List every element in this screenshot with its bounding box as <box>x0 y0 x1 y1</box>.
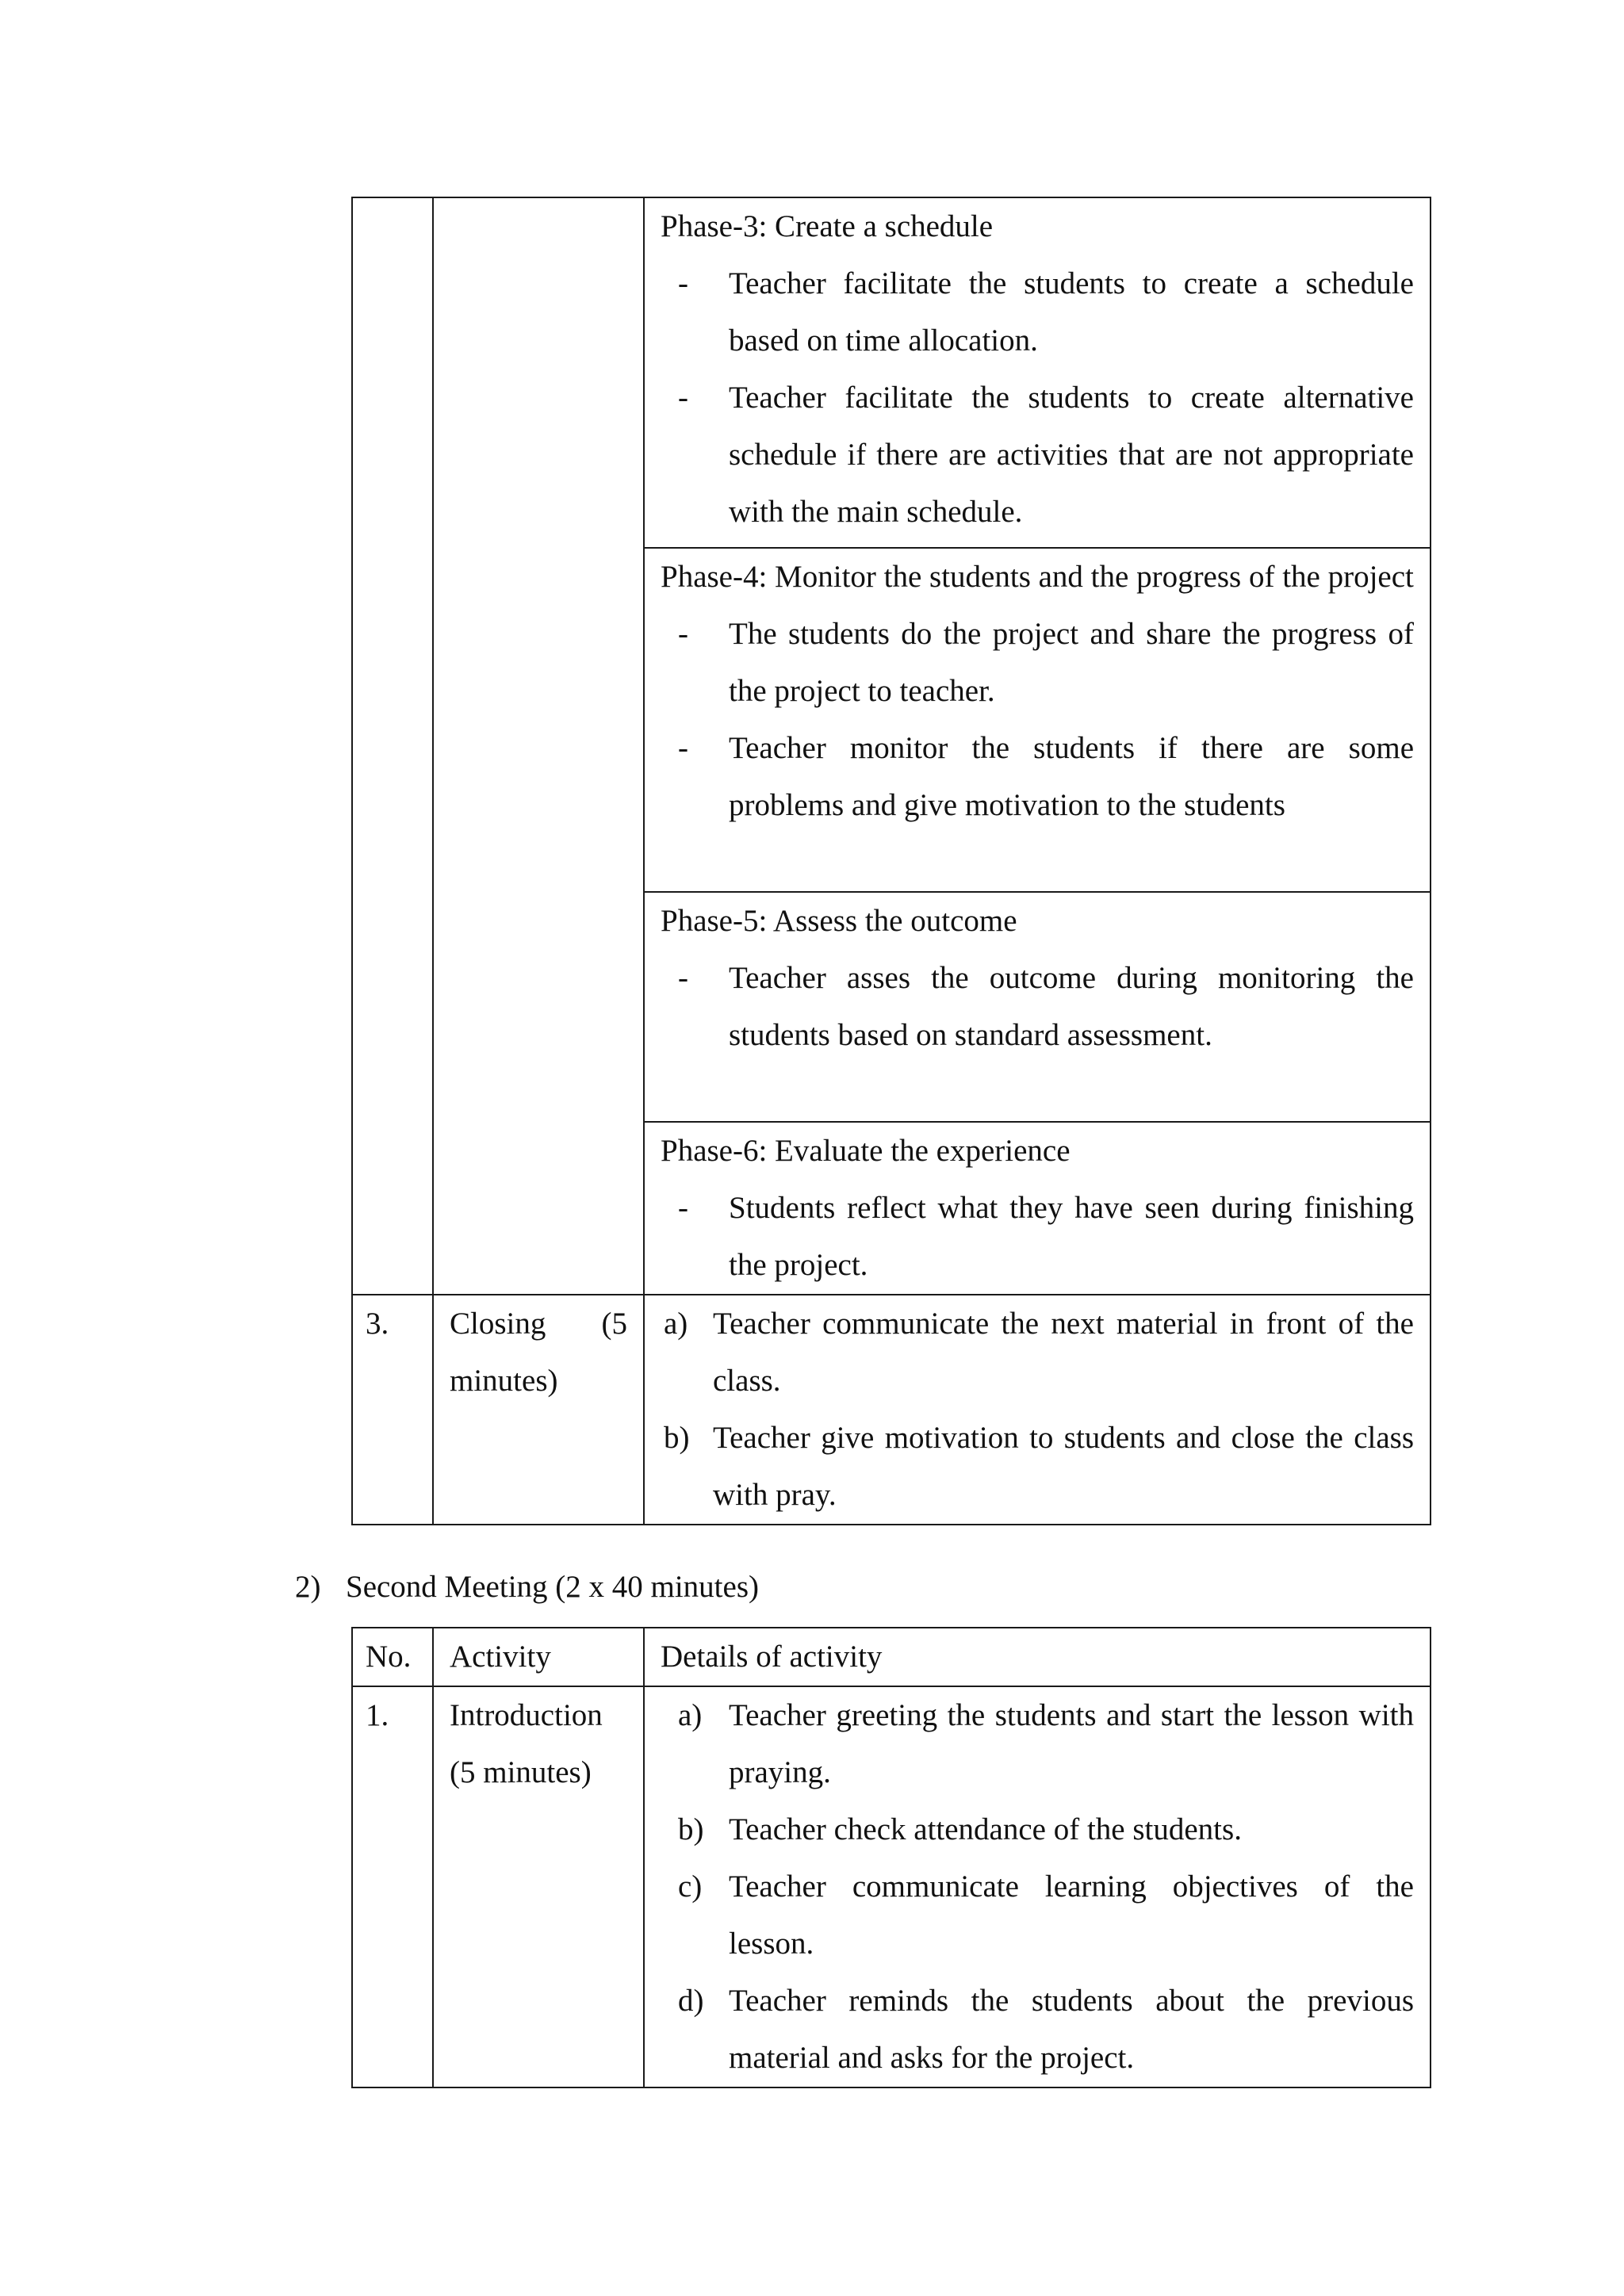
list-item <box>661 1180 1414 1294</box>
list-item <box>661 1687 1414 1801</box>
list-marker: d) <box>678 1984 704 2018</box>
introduction-details-cell <box>644 1686 1431 2087</box>
list-item <box>661 950 1414 1064</box>
phase-title: Phase-4: Monitor the students and the progress of the project <box>661 560 1414 594</box>
phase-3-cell <box>644 197 1431 548</box>
list-item-text: Teacher communicate the next material in front of the class. <box>713 1307 1414 1398</box>
dash-marker: - <box>678 381 688 415</box>
row-number: 3. <box>352 1295 433 1525</box>
table-row <box>352 1686 1431 2087</box>
phase-5-cell <box>644 892 1431 1122</box>
phase-title: Phase-3: Create a schedule <box>661 209 994 243</box>
list-item <box>661 1801 1414 1858</box>
first-meeting-table-continued <box>351 197 1431 1525</box>
column-header-details: Details of activity <box>644 1628 1431 1686</box>
list-item-text: The students do the project and share the progress of the project to teacher. <box>729 617 1414 708</box>
phase-6-cell <box>644 1122 1431 1295</box>
list-item <box>661 720 1414 834</box>
row-number: 1. <box>352 1686 433 2087</box>
list-marker: a) <box>678 1698 703 1732</box>
second-meeting-table <box>351 1627 1431 2088</box>
dash-marker: - <box>678 731 688 765</box>
no-cell <box>352 197 433 1295</box>
list-marker: c) <box>678 1869 703 1904</box>
phase-title: Phase-5: Assess the outcome <box>661 904 1017 938</box>
list-item <box>661 255 1414 369</box>
dash-marker: - <box>678 266 688 300</box>
list-item-text: Teacher give motivation to students and close the class with pray. <box>713 1421 1414 1512</box>
list-item-text: Teacher facilitate the students to create a schedule based on time allocation. <box>729 266 1414 358</box>
list-item <box>661 1858 1414 1973</box>
section-number: 2) <box>295 1570 321 1604</box>
closing-details-cell <box>644 1295 1431 1525</box>
section-heading <box>295 1559 759 1616</box>
list-item <box>661 1410 1414 1524</box>
table-row <box>352 1295 1431 1525</box>
activity-name: Closing (5 minutes) <box>433 1295 644 1525</box>
list-item-text: Teacher check attendance of the students. <box>729 1812 1242 1846</box>
list-item-text: Teacher monitor the students if there are some problems and give motivation to the students <box>729 731 1414 822</box>
table-row <box>352 197 1431 548</box>
column-header-no: No. <box>352 1628 433 1686</box>
column-header-activity: Activity <box>433 1628 644 1686</box>
dash-marker: - <box>678 617 688 651</box>
dash-marker: - <box>678 961 688 995</box>
list-item-text: Teacher asses the outcome during monitoring the students based on standard assessment. <box>729 961 1414 1052</box>
list-marker: a) <box>664 1307 688 1341</box>
list-item-text: Students reflect what they have seen during finishing the project. <box>729 1191 1414 1282</box>
list-item <box>661 369 1414 541</box>
list-marker: b) <box>678 1812 704 1846</box>
phase-4-cell <box>644 548 1431 892</box>
phase-title: Phase-6: Evaluate the experience <box>661 1134 1071 1168</box>
list-item <box>661 606 1414 720</box>
activity-name: Introduction (5 minutes) <box>433 1686 644 2087</box>
table-header-row <box>352 1628 1431 1686</box>
list-item-text: Teacher reminds the students about the previous material and asks for the project. <box>729 1984 1414 2075</box>
list-marker: b) <box>664 1421 690 1455</box>
list-item <box>661 1973 1414 2087</box>
list-item-text: Teacher facilitate the students to create alternative schedule if there are activities that are not appropriate with the main schedule. <box>729 381 1414 529</box>
list-item-text: Teacher communicate learning objectives of the lesson. <box>729 1869 1414 1961</box>
activity-cell <box>433 197 644 1295</box>
section-title: Second Meeting (2 x 40 minutes) <box>346 1570 759 1604</box>
list-item <box>661 1295 1414 1410</box>
dash-marker: - <box>678 1191 688 1225</box>
list-item-text: Teacher greeting the students and start the lesson with praying. <box>729 1698 1414 1789</box>
